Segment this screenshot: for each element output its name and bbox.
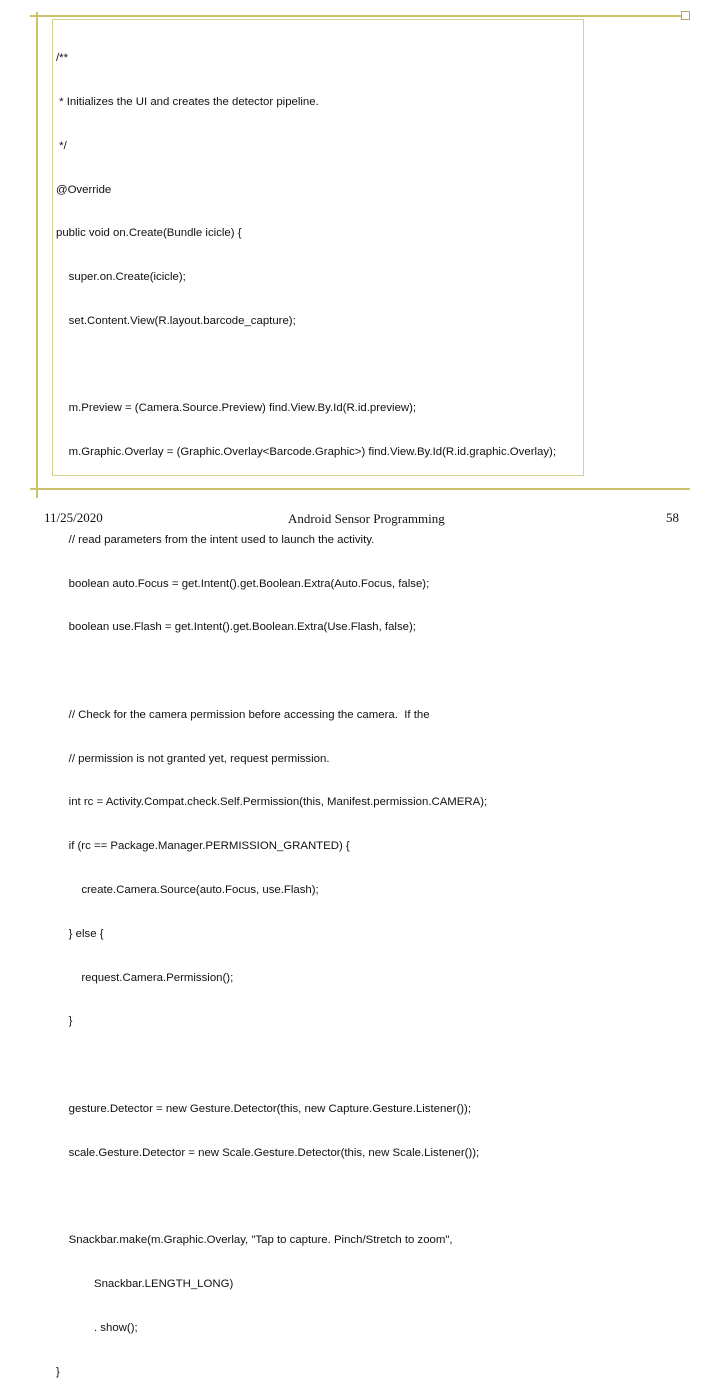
code-line: set.Content.View(R.layout.barcode_capture); bbox=[56, 314, 296, 327]
code-line: } bbox=[56, 1365, 60, 1378]
code-line: create.Camera.Source(auto.Focus, use.Flash); bbox=[56, 884, 319, 897]
footer-date: 11/25/2020 bbox=[44, 510, 103, 525]
page-number: 58 bbox=[666, 510, 679, 525]
code-line bbox=[56, 1190, 556, 1205]
code-line: boolean auto.Focus = get.Intent().get.Boolean.Extra(Auto.Focus, false); bbox=[56, 577, 430, 590]
code-line: } bbox=[56, 1015, 73, 1028]
top-right-corner-marker bbox=[681, 11, 690, 20]
top-horizontal-rule bbox=[30, 15, 690, 17]
code-line: * Initializes the UI and creates the detector pipeline. bbox=[56, 95, 319, 108]
code-line: . show(); bbox=[56, 1321, 138, 1334]
code-line: if (rc == Package.Manager.PERMISSION_GRANTED) { bbox=[56, 840, 350, 853]
code-line: super.on.Create(icicle); bbox=[56, 271, 186, 284]
code-line: @Override bbox=[56, 183, 112, 196]
code-line: gesture.Detector = new Gesture.Detector(this, new Capture.Gesture.Listener()); bbox=[56, 1102, 471, 1115]
code-line: public void on.Create(Bundle icicle) { bbox=[56, 227, 242, 240]
code-line: */ bbox=[56, 139, 67, 152]
code-line: scale.Gesture.Detector = new Scale.Gesture.Detector(this, new Scale.Listener()); bbox=[56, 1146, 480, 1159]
code-line bbox=[56, 664, 556, 679]
code-line: } else { bbox=[56, 927, 104, 940]
left-vertical-rule bbox=[36, 12, 38, 498]
footer-title: Android Sensor Programming bbox=[288, 511, 445, 526]
code-line: // permission is not granted yet, request permission. bbox=[56, 752, 330, 765]
code-line bbox=[56, 489, 556, 504]
code-line: // read parameters from the intent used to launch the activity. bbox=[56, 533, 375, 546]
code-line: int rc = Activity.Compat.check.Self.Permission(this, Manifest.permission.CAMERA); bbox=[56, 796, 488, 809]
code-line: /** bbox=[56, 52, 69, 65]
code-line: // Check for the camera permission before accessing the camera. If the bbox=[56, 708, 430, 721]
code-line: Snackbar.make(m.Graphic.Overlay, "Tap to capture. Pinch/Stretch to zoom", bbox=[56, 1234, 453, 1247]
code-line: m.Graphic.Overlay = (Graphic.Overlay<Barcode.Graphic>) find.View.By.Id(R.id.graphic.Overlay); bbox=[56, 446, 557, 459]
code-line: m.Preview = (Camera.Source.Preview) find.View.By.Id(R.id.preview); bbox=[56, 402, 417, 415]
code-line: request.Camera.Permission(); bbox=[56, 971, 234, 984]
code-line: boolean use.Flash = get.Intent().get.Boolean.Extra(Use.Flash, false); bbox=[56, 621, 416, 634]
code-line: Snackbar.LENGTH_LONG) bbox=[56, 1278, 234, 1291]
code-listing bbox=[56, 22, 556, 1394]
code-line bbox=[56, 358, 556, 373]
code-line bbox=[56, 1058, 556, 1073]
